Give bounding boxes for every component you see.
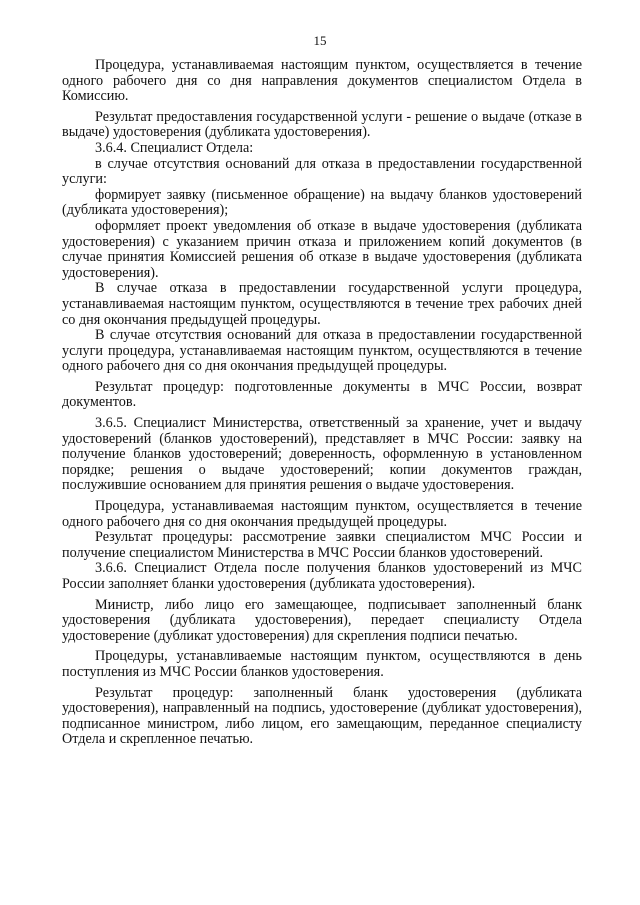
paragraph: В случае отказа в предоставлении государственной услуги процедура, устанавливаемая настоящим пунктом, осуществляются в течение трех рабочих дней со дня окончания предыдущей процедуры. [62,280,582,328]
paragraph: Результат предоставления государственной услуги - решение о выдаче (отказе в выдаче) удостоверения (дубликата удостоверения). [62,108,582,141]
section-heading: 3.6.4. Специалист Отдела: [95,139,254,156]
paragraph: Результат процедур: подготовленные документы в МЧС России, возврат документов. [62,378,582,411]
paragraph: Министр, либо лицо его замещающее, подписывает заполненный бланк удостоверения (дубликата удостоверения), передает специалисту Отдела удостоверение (дубликат удостоверения) для скрепления подписи печатью. [62,596,582,644]
paragraph: Процедуры, устанавливаемые настоящим пунктом, осуществляются в день поступления из МЧС России бланков удостоверения. [62,648,582,680]
document-body [62,58,582,748]
paragraph: В случае отсутствия оснований для отказа в предоставлении государственной услуги процедура, устанавливаемая настоящим пунктом, осуществляются в течение одного рабочего дня со дня окончания предыдущей процедуры. [62,327,582,375]
page-number: 15 [313,33,327,48]
list-item: формирует заявку (письменное обращение) на выдачу бланков удостоверений (дубликата удостоверения); [62,186,582,219]
paragraph: Результат процедуры: рассмотрение заявки специалистом МЧС России и получение специалистом Министерства в МЧС России бланков удостоверений. [62,529,582,561]
paragraph: Результат процедур: заполненный бланк удостоверения (дубликата удостоверения), направленный на подпись, удостоверение (дубликат удостоверения), подписанное министром, либо лицом, его замещающим, переданное специалисту Отдела и скрепленное печатью. [62,684,582,748]
paragraph: Процедура, устанавливаемая настоящим пунктом, осуществляется в течение одного рабочего дня со дня окончания предыдущей процедуры. [62,498,582,530]
paragraph: в случае отсутствия оснований для отказа в предоставлении государственной услуги: [62,155,582,188]
list-item: оформляет проект уведомления об отказе в выдаче удостоверения (дубликата удостоверения) с указанием причин отказа и приложением копий документов (в случае принятия Комиссией решения об отказе в выдаче удостоверения (дубликата удостоверения). [62,217,582,281]
paragraph: 3.6.5. Специалист Министерства, ответственный за хранение, учет и выдачу удостоверений (бланков удостоверений), представляет в МЧС России: заявку на получение бланков удостоверений; доверенность, оформленную в установленном порядке; решения о выдаче удостоверений; копии документов граждан, послужившие основанием для принятия решения о выдаче удостоверения. [62,415,582,494]
paragraph: Процедура, устанавливаемая настоящим пунктом, осуществляется в течение одного рабочего дня со дня направления документов специалистом Отдела в Комиссию. [62,57,582,105]
paragraph: 3.6.6. Специалист Отдела после получения бланков удостоверений из МЧС России заполняет бланки удостоверения (дубликата удостоверения). [62,560,582,592]
